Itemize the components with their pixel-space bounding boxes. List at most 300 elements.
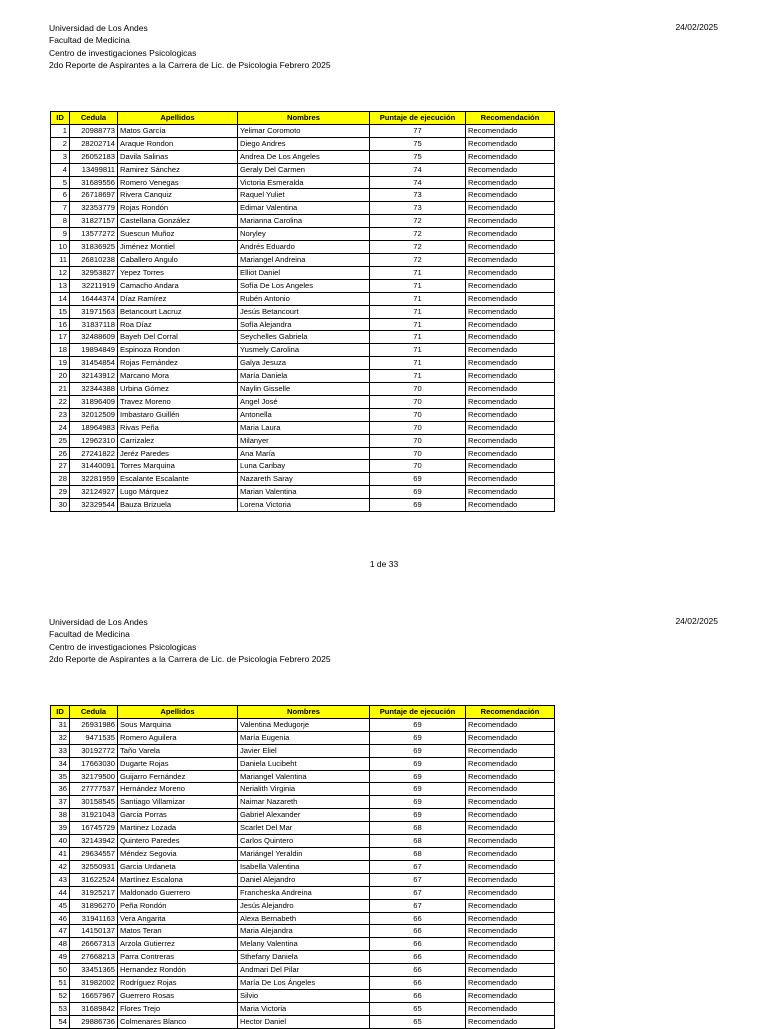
table-body [51, 124, 555, 511]
table-row [51, 899, 555, 912]
cell-puntaje: 67 [370, 860, 466, 873]
cell-id: 25 [51, 434, 70, 447]
column-header-apellidos: Apellidos [118, 706, 238, 719]
cell-puntaje: 70 [370, 408, 466, 421]
cell-id: 4 [51, 163, 70, 176]
table-row [51, 228, 555, 241]
cell-recomendacion: Recomendado [466, 434, 555, 447]
cell-id: 37 [51, 796, 70, 809]
cell-nombres: Antonella [238, 408, 370, 421]
cell-nombres: Jesús Betancourt [238, 305, 370, 318]
cell-cedula: 13499811 [70, 163, 118, 176]
cell-puntaje: 70 [370, 383, 466, 396]
table-row [51, 473, 555, 486]
table-row [51, 215, 555, 228]
cell-nombres: Melany Valentina [238, 938, 370, 951]
cell-recomendacion: Recomendado [466, 847, 555, 860]
cell-nombres: Victoria Esmeralda [238, 176, 370, 189]
cell-id: 20 [51, 370, 70, 383]
cell-cedula: 32179500 [70, 770, 118, 783]
table-row [51, 124, 555, 137]
cell-nombres: Sofía De Los Angeles [238, 279, 370, 292]
cell-id: 31 [51, 718, 70, 731]
cell-nombres: Francheska Andreina [238, 886, 370, 899]
cell-recomendacion: Recomendado [466, 447, 555, 460]
cell-puntaje: 66 [370, 964, 466, 977]
cell-nombres: Ana María [238, 447, 370, 460]
cell-cedula: 32143912 [70, 370, 118, 383]
report-date: 24/02/2025 [675, 616, 718, 626]
table-row [51, 835, 555, 848]
cell-puntaje: 67 [370, 899, 466, 912]
cell-puntaje: 72 [370, 215, 466, 228]
cell-nombres: Andmari Del Pilar [238, 964, 370, 977]
cell-nombres: Nerialith Virginia [238, 783, 370, 796]
cell-recomendacion: Recomendado [466, 886, 555, 899]
cell-nombres: María De Los Ángeles [238, 977, 370, 990]
cell-apellidos: Guijarro Fernández [118, 770, 238, 783]
cell-apellidos: Garcia Urdaneta [118, 860, 238, 873]
header-faculty: Facultad de Medicina [49, 629, 130, 640]
table-row [51, 809, 555, 822]
column-header-puntaje: Puntaje de ejecución [370, 706, 466, 719]
cell-nombres: Marianna Carolina [238, 215, 370, 228]
cell-apellidos: Colmenares Blanco [118, 1015, 238, 1028]
cell-apellidos: Jiménez Montiel [118, 241, 238, 254]
cell-puntaje: 70 [370, 460, 466, 473]
header-center: Centro de investigaciones Psicologicas [49, 641, 197, 652]
cell-apellidos: Rojas Fernández [118, 357, 238, 370]
column-header-apellidos: Apellidos [118, 112, 238, 125]
cell-nombres: Hector Daniel [238, 1015, 370, 1028]
cell-puntaje: 66 [370, 912, 466, 925]
cell-apellidos: Lugo Márquez [118, 486, 238, 499]
table-row [51, 408, 555, 421]
cell-id: 48 [51, 938, 70, 951]
cell-apellidos: Escalante Escalante [118, 473, 238, 486]
cell-id: 1 [51, 124, 70, 137]
cell-apellidos: Urbina Gómez [118, 383, 238, 396]
table-row [51, 163, 555, 176]
cell-cedula: 26718697 [70, 189, 118, 202]
table-row [51, 1002, 555, 1015]
table-row [51, 912, 555, 925]
cell-puntaje: 69 [370, 783, 466, 796]
cell-recomendacion: Recomendado [466, 395, 555, 408]
page-number: 1 de 33 [369, 559, 399, 569]
table-row [51, 1015, 555, 1028]
cell-id: 32 [51, 731, 70, 744]
cell-cedula: 27668213 [70, 951, 118, 964]
cell-id: 13 [51, 279, 70, 292]
cell-id: 15 [51, 305, 70, 318]
table-row [51, 796, 555, 809]
cell-nombres: Daniela Lucibeht [238, 757, 370, 770]
cell-id: 33 [51, 744, 70, 757]
cell-recomendacion: Recomendado [466, 202, 555, 215]
cell-cedula: 32344388 [70, 383, 118, 396]
cell-nombres: Mariángel Yeraldin [238, 847, 370, 860]
cell-nombres: Naylin Gisselle [238, 383, 370, 396]
cell-recomendacion: Recomendado [466, 473, 555, 486]
cell-cedula: 31896409 [70, 395, 118, 408]
cell-recomendacion: Recomendado [466, 460, 555, 473]
cell-apellidos: Díaz Ramírez [118, 292, 238, 305]
table-row [51, 499, 555, 512]
cell-cedula: 29886736 [70, 1015, 118, 1028]
cell-nombres: Nazareth Saray [238, 473, 370, 486]
cell-nombres: Naimar Nazareth [238, 796, 370, 809]
cell-id: 21 [51, 383, 70, 396]
cell-puntaje: 72 [370, 253, 466, 266]
cell-apellidos: Maldonado Guerrero [118, 886, 238, 899]
table-row [51, 383, 555, 396]
cell-id: 39 [51, 822, 70, 835]
table-row [51, 860, 555, 873]
cell-nombres: Rubén Antonio [238, 292, 370, 305]
cell-puntaje: 66 [370, 989, 466, 1002]
cell-id: 51 [51, 977, 70, 990]
cell-cedula: 32281959 [70, 473, 118, 486]
cell-puntaje: 69 [370, 744, 466, 757]
cell-cedula: 32012509 [70, 408, 118, 421]
cell-puntaje: 70 [370, 447, 466, 460]
cell-puntaje: 69 [370, 499, 466, 512]
cell-nombres: Mariangel Valentina [238, 770, 370, 783]
report-date: 24/02/2025 [675, 22, 718, 32]
cell-nombres: Edimar Valentina [238, 202, 370, 215]
cell-apellidos: Martínez Escalona [118, 873, 238, 886]
cell-cedula: 20988773 [70, 124, 118, 137]
cell-id: 3 [51, 150, 70, 163]
cell-apellidos: Taño Varela [118, 744, 238, 757]
cell-apellidos: Ramirez Sánchez [118, 163, 238, 176]
cell-id: 10 [51, 241, 70, 254]
cell-nombres: Raquel Yuliet [238, 189, 370, 202]
cell-id: 40 [51, 835, 70, 848]
cell-cedula: 32488609 [70, 331, 118, 344]
cell-cedula: 31622524 [70, 873, 118, 886]
cell-recomendacion: Recomendado [466, 977, 555, 990]
cell-puntaje: 73 [370, 202, 466, 215]
cell-cedula: 30158545 [70, 796, 118, 809]
cell-nombres: Silvio [238, 989, 370, 1002]
cell-recomendacion: Recomendado [466, 266, 555, 279]
table-row [51, 744, 555, 757]
cell-nombres: Daniel Alejandro [238, 873, 370, 886]
cell-nombres: Marian Valentina [238, 486, 370, 499]
cell-nombres: Noryley [238, 228, 370, 241]
cell-nombres: Luna Caribay [238, 460, 370, 473]
table-row [51, 253, 555, 266]
cell-cedula: 29634557 [70, 847, 118, 860]
cell-id: 6 [51, 189, 70, 202]
cell-cedula: 31454854 [70, 357, 118, 370]
table-row [51, 176, 555, 189]
cell-cedula: 16444374 [70, 292, 118, 305]
table-row [51, 873, 555, 886]
cell-puntaje: 74 [370, 163, 466, 176]
cell-apellidos: Espinoza Rondon [118, 344, 238, 357]
cell-id: 34 [51, 757, 70, 770]
cell-recomendacion: Recomendado [466, 357, 555, 370]
cell-nombres: Javier Eliel [238, 744, 370, 757]
cell-recomendacion: Recomendado [466, 241, 555, 254]
cell-apellidos: Peña Rondón [118, 899, 238, 912]
cell-puntaje: 70 [370, 395, 466, 408]
cell-id: 16 [51, 318, 70, 331]
cell-nombres: Maria Victoria [238, 1002, 370, 1015]
table-row [51, 951, 555, 964]
cell-id: 17 [51, 331, 70, 344]
cell-recomendacion: Recomendado [466, 822, 555, 835]
table-row [51, 822, 555, 835]
cell-id: 11 [51, 253, 70, 266]
cell-apellidos: Méndez Segovia [118, 847, 238, 860]
table-row [51, 989, 555, 1002]
cell-apellidos: Rojas Rondón [118, 202, 238, 215]
cell-recomendacion: Recomendado [466, 305, 555, 318]
cell-recomendacion: Recomendado [466, 279, 555, 292]
column-header-nombres: Nombres [238, 112, 370, 125]
table-row [51, 977, 555, 990]
header-center: Centro de investigaciones Psicologicas [49, 47, 197, 58]
cell-cedula: 31837118 [70, 318, 118, 331]
table-row [51, 241, 555, 254]
cell-id: 24 [51, 421, 70, 434]
cell-id: 42 [51, 860, 70, 873]
table-row [51, 925, 555, 938]
table-row [51, 395, 555, 408]
cell-nombres: Maria Alejandra [238, 925, 370, 938]
cell-cedula: 9471535 [70, 731, 118, 744]
cell-cedula: 31440091 [70, 460, 118, 473]
cell-puntaje: 71 [370, 292, 466, 305]
cell-apellidos: Guerrero Rosas [118, 989, 238, 1002]
table-row [51, 305, 555, 318]
cell-recomendacion: Recomendado [466, 124, 555, 137]
cell-puntaje: 69 [370, 757, 466, 770]
cell-recomendacion: Recomendado [466, 215, 555, 228]
cell-apellidos: Flores Trejo [118, 1002, 238, 1015]
cell-apellidos: Carrizalez [118, 434, 238, 447]
cell-id: 53 [51, 1002, 70, 1015]
cell-nombres: Andrea De Los Angeles [238, 150, 370, 163]
table-row [51, 886, 555, 899]
table-row [51, 434, 555, 447]
cell-apellidos: Bayeh Del Corral [118, 331, 238, 344]
table-header [51, 112, 555, 125]
cell-puntaje: 77 [370, 124, 466, 137]
table-row [51, 137, 555, 150]
cell-id: 8 [51, 215, 70, 228]
cell-nombres: Galya Jesuza [238, 357, 370, 370]
cell-nombres: María Eugenia [238, 731, 370, 744]
table-row [51, 731, 555, 744]
cell-nombres: Alexa Bernabeth [238, 912, 370, 925]
cell-id: 30 [51, 499, 70, 512]
cell-puntaje: 75 [370, 150, 466, 163]
column-header-recomendacion: Recomendación [466, 112, 555, 125]
cell-id: 36 [51, 783, 70, 796]
cell-puntaje: 65 [370, 1015, 466, 1028]
cell-puntaje: 75 [370, 137, 466, 150]
cell-recomendacion: Recomendado [466, 189, 555, 202]
cell-apellidos: Yepez Torres [118, 266, 238, 279]
cell-cedula: 12962310 [70, 434, 118, 447]
table-row [51, 783, 555, 796]
report-header [49, 22, 331, 71]
cell-id: 49 [51, 951, 70, 964]
cell-id: 44 [51, 886, 70, 899]
cell-cedula: 27777537 [70, 783, 118, 796]
cell-id: 2 [51, 137, 70, 150]
header-university: Universidad de Los Andes [49, 23, 148, 33]
column-header-id: ID [51, 706, 70, 719]
table-row [51, 357, 555, 370]
cell-recomendacion: Recomendado [466, 744, 555, 757]
cell-recomendacion: Recomendado [466, 253, 555, 266]
cell-puntaje: 71 [370, 318, 466, 331]
cell-apellidos: Betancourt Lacruz [118, 305, 238, 318]
cell-nombres: Angel José [238, 395, 370, 408]
cell-puntaje: 71 [370, 305, 466, 318]
cell-cedula: 31925217 [70, 886, 118, 899]
cell-cedula: 31941163 [70, 912, 118, 925]
cell-recomendacion: Recomendado [466, 860, 555, 873]
cell-recomendacion: Recomendado [466, 499, 555, 512]
cell-cedula: 31896270 [70, 899, 118, 912]
cell-id: 18 [51, 344, 70, 357]
column-header-id: ID [51, 112, 70, 125]
cell-cedula: 32550931 [70, 860, 118, 873]
cell-apellidos: Caballero Angulo [118, 253, 238, 266]
cell-cedula: 32211919 [70, 279, 118, 292]
cell-cedula: 18964983 [70, 421, 118, 434]
cell-cedula: 19894849 [70, 344, 118, 357]
table-row [51, 421, 555, 434]
cell-recomendacion: Recomendado [466, 163, 555, 176]
cell-puntaje: 67 [370, 873, 466, 886]
cell-puntaje: 70 [370, 434, 466, 447]
cell-recomendacion: Recomendado [466, 731, 555, 744]
table-row [51, 938, 555, 951]
cell-puntaje: 71 [370, 370, 466, 383]
cell-puntaje: 70 [370, 421, 466, 434]
cell-puntaje: 66 [370, 951, 466, 964]
header-report-title: 2do Reporte de Aspirantes a la Carrera de Lic. de Psicologia Febrero 2025 [49, 59, 331, 70]
cell-apellidos: Dugarte Rojas [118, 757, 238, 770]
cell-id: 28 [51, 473, 70, 486]
cell-recomendacion: Recomendado [466, 951, 555, 964]
cell-puntaje: 69 [370, 718, 466, 731]
cell-recomendacion: Recomendado [466, 757, 555, 770]
column-header-puntaje: Puntaje de ejecución [370, 112, 466, 125]
cell-nombres: Lorena Victoria [238, 499, 370, 512]
cell-recomendacion: Recomendado [466, 770, 555, 783]
cell-recomendacion: Recomendado [466, 783, 555, 796]
cell-apellidos: Suescun Muñoz [118, 228, 238, 241]
cell-apellidos: Castellana González [118, 215, 238, 228]
cell-id: 52 [51, 989, 70, 1002]
cell-nombres: Diego Andres [238, 137, 370, 150]
table-row [51, 150, 555, 163]
cell-cedula: 32353779 [70, 202, 118, 215]
cell-nombres: Geraly Del Carmen [238, 163, 370, 176]
cell-id: 54 [51, 1015, 70, 1028]
cell-apellidos: Rivera Canquiz [118, 189, 238, 202]
cell-puntaje: 65 [370, 1002, 466, 1015]
cell-recomendacion: Recomendado [466, 925, 555, 938]
cell-id: 38 [51, 809, 70, 822]
cell-puntaje: 68 [370, 847, 466, 860]
cell-recomendacion: Recomendado [466, 796, 555, 809]
cell-nombres: Maria Laura [238, 421, 370, 434]
table-row [51, 189, 555, 202]
cell-recomendacion: Recomendado [466, 150, 555, 163]
cell-apellidos: Imbastaro Guillén [118, 408, 238, 421]
cell-recomendacion: Recomendado [466, 421, 555, 434]
cell-nombres: Isabella Valentina [238, 860, 370, 873]
cell-recomendacion: Recomendado [466, 873, 555, 886]
header-faculty: Facultad de Medicina [49, 35, 130, 46]
cell-apellidos: Roa Díaz [118, 318, 238, 331]
cell-nombres: Gabriel Alexander [238, 809, 370, 822]
cell-puntaje: 71 [370, 266, 466, 279]
table-row [51, 847, 555, 860]
cell-apellidos: Camacho Andara [118, 279, 238, 292]
cell-cedula: 31982002 [70, 977, 118, 990]
cell-recomendacion: Recomendado [466, 1002, 555, 1015]
cell-apellidos: Travez Moreno [118, 395, 238, 408]
cell-id: 35 [51, 770, 70, 783]
cell-puntaje: 69 [370, 809, 466, 822]
cell-apellidos: Hernandez Rondón [118, 964, 238, 977]
cell-nombres: María Daniela [238, 370, 370, 383]
table-row [51, 266, 555, 279]
cell-nombres: Carlos Quintero [238, 835, 370, 848]
cell-cedula: 31689842 [70, 1002, 118, 1015]
cell-puntaje: 71 [370, 279, 466, 292]
cell-nombres: Sthefany Daniela [238, 951, 370, 964]
cell-puntaje: 72 [370, 228, 466, 241]
cell-id: 27 [51, 460, 70, 473]
cell-cedula: 31827157 [70, 215, 118, 228]
table-row [51, 460, 555, 473]
table-row [51, 964, 555, 977]
cell-recomendacion: Recomendado [466, 408, 555, 421]
cell-recomendacion: Recomendado [466, 228, 555, 241]
cell-id: 26 [51, 447, 70, 460]
applicants-table [50, 705, 555, 1029]
cell-nombres: Seychelles Gabriela [238, 331, 370, 344]
cell-id: 5 [51, 176, 70, 189]
table-row [51, 279, 555, 292]
cell-puntaje: 67 [370, 886, 466, 899]
cell-cedula: 32329544 [70, 499, 118, 512]
cell-puntaje: 71 [370, 344, 466, 357]
table-row [51, 292, 555, 305]
cell-cedula: 16745729 [70, 822, 118, 835]
cell-cedula: 26052183 [70, 150, 118, 163]
cell-recomendacion: Recomendado [466, 989, 555, 1002]
column-header-recomendacion: Recomendación [466, 706, 555, 719]
cell-recomendacion: Recomendado [466, 292, 555, 305]
table-row [51, 718, 555, 731]
cell-apellidos: Arzola Gutierrez [118, 938, 238, 951]
cell-apellidos: Quintero Paredes [118, 835, 238, 848]
table-row [51, 344, 555, 357]
